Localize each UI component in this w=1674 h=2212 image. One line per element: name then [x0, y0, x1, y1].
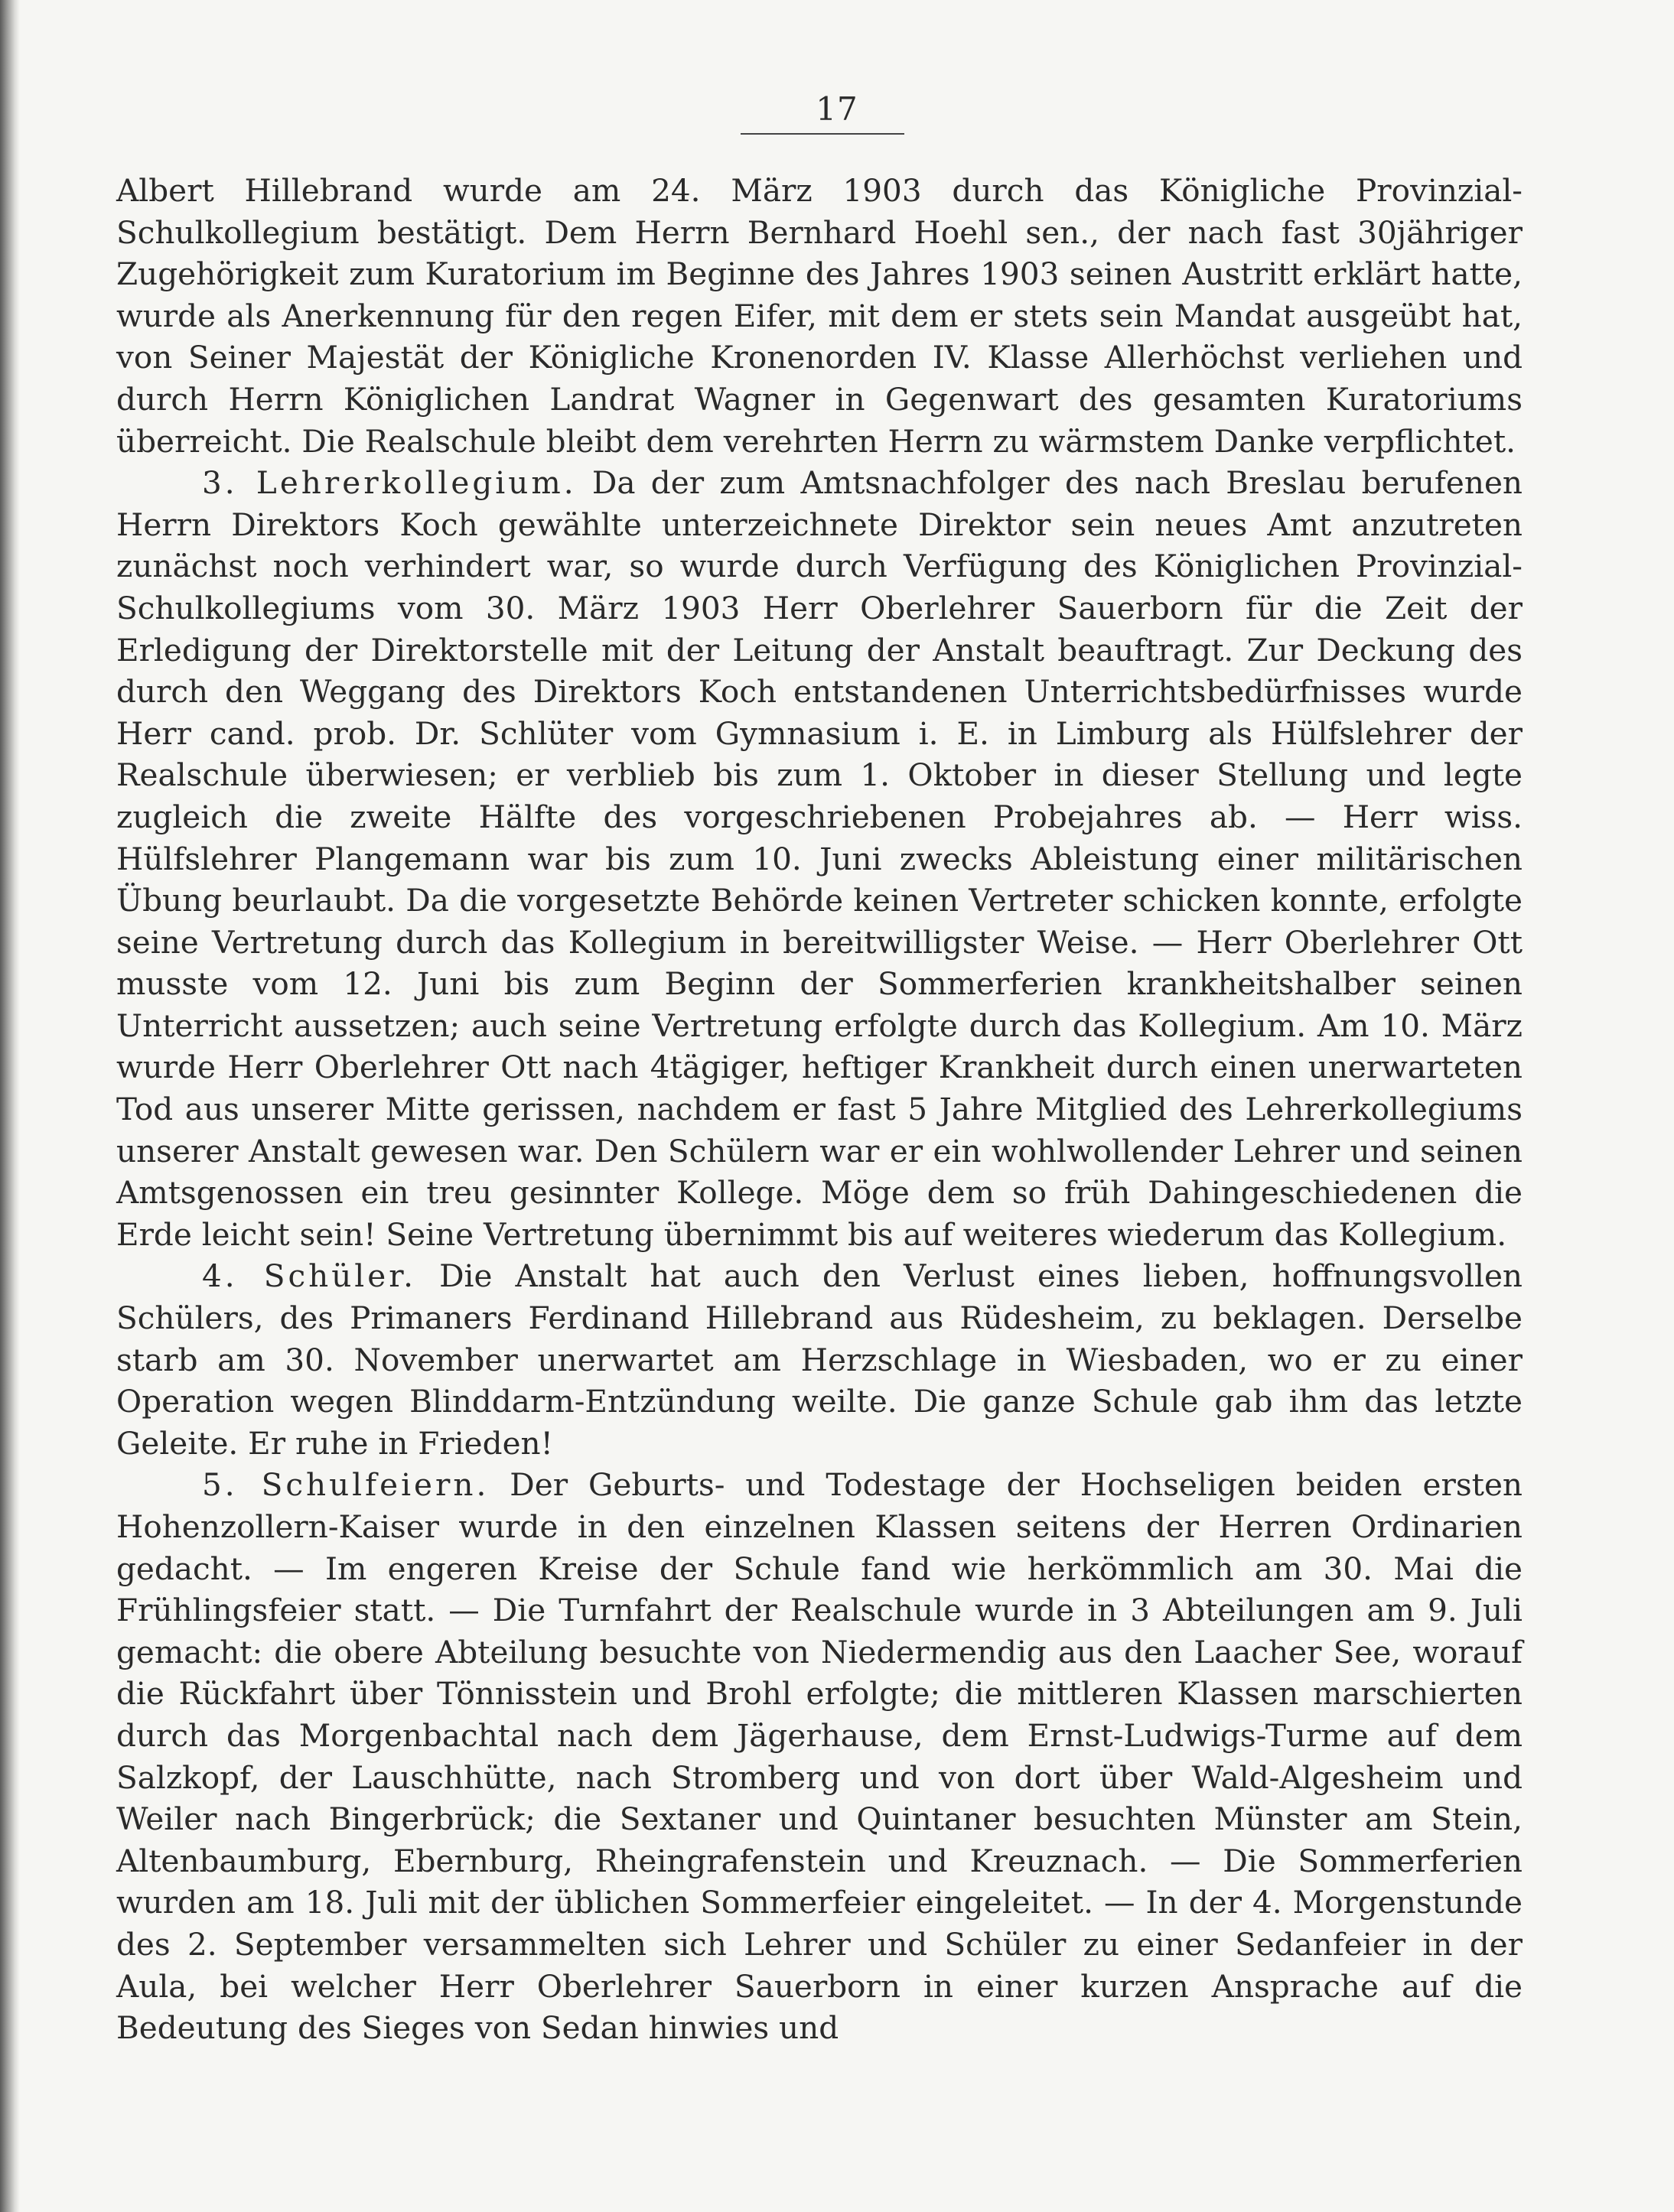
section-heading: 3. Lehrerkollegium. [202, 464, 577, 502]
page-binding-shadow [0, 0, 20, 2212]
section-heading: 4. Schüler. [202, 1257, 416, 1295]
page-number-rule [741, 133, 904, 135]
section-heading: 5. Schulfeiern. [202, 1466, 490, 1504]
paragraph-text: Albert Hillebrand wurde am 24. März 1903 durch das Königliche Provinzial-Schulkollegium bestätigt. Dem Herrn Bernhard Hoehl sen., der nach fast 30jähriger Zugehörigkeit zum Kuratorium im Beginne des Jahres 1903 seinen Austritt erklärt hatte, wurde als Anerkennung für den regen Eifer, mit dem er stets sein Mandat ausgeübt hat, von Seiner Majestät der Königliche Kronenorden IV. Klasse Allerhöchst verliehen und durch Herrn Königlichen Landrat Wagner in Gegenwart des gesamten Kuratoriums überreicht. Die Realschule bleibt dem verehrten Herrn zu wärmstem Danke verpflichtet. [116, 172, 1523, 460]
paragraph-lehrerkollegium [116, 462, 1523, 1255]
page-number: 17 [816, 90, 858, 128]
paragraph-text: Die Anstalt hat auch den Verlust eines lieben, hoffnungsvollen Schülers, des Primaners Ferdinand Hillebrand aus Rüdesheim, zu beklagen. Derselbe starb am 30. November unerwartet am Herzschlage in Wiesbaden, wo er zu einer Operation wegen Blinddarm-Entzündung weilte. Die ganze Schule gab ihm das letzte Geleite. Er ruhe in Frieden! [116, 1257, 1523, 1462]
paragraph-schulfeiern [116, 1464, 1523, 2048]
paragraph-text: Der Geburts- und Todestage der Hochseligen beiden ersten Hohenzollern-Kaiser wurde in den einzelnen Klassen seitens der Herren Ordinarien gedacht. — Im engeren Kreise der Schule fand wie herkömmlich am 30. Mai die Frühlingsfeier statt. — Die Turnfahrt der Realschule wurde in 3 Abteilungen am 9. Juli gemacht: die obere Abteilung besuchte von Niedermendig aus den Laacher See, worauf die Rückfahrt über Tönnisstein und Brohl erfolgte; die mittleren Klassen marschierten durch das Morgenbachtal nach dem Jägerhause, dem Ernst-Ludwigs-Turme auf dem Salzkopf, der Lauschhütte, nach Stromberg und von dort über Wald-Algesheim und Weiler nach Bingerbrück; die Sextaner und Quintaner besuchten Münster am Stein, Altenbaumburg, Ebernburg, Rheingrafenstein und Kreuznach. — Die Sommerferien wurden am 18. Juli mit der üblichen Sommerfeier eingeleitet. — In der 4. Morgenstunde des 2. September versammelten sich Lehrer und Schüler zu einer Sedanfeier in der Aula, bei welcher Herr Oberlehrer Sauerborn in einer kurzen Ansprache auf die Bedeutung des Sieges von Sedan hinwies und [116, 1466, 1523, 2047]
document-body [116, 170, 1523, 2049]
paragraph-schueler [116, 1255, 1523, 1464]
paragraph-kuratorium [116, 170, 1523, 462]
paragraph-text: Da der zum Amtsnachfolger des nach Breslau berufenen Herrn Direktors Koch gewählte unterzeichnete Direktor sein neues Amt anzutreten zunächst noch verhindert war, so wurde durch Verfügung des Königlichen Provinzial-Schulkollegiums vom 30. März 1903 Herr Oberlehrer Sauerborn für die Zeit der Erledigung der Direktorstelle mit der Leitung der Anstalt beauftragt. Zur Deckung des durch den Weggang des Direktors Koch entstandenen Unterrichtsbedürfnisses wurde Herr cand. prob. Dr. Schlüter vom Gymnasium i. E. in Limburg als Hülfslehrer der Realschule überwiesen; er verblieb bis zum 1. Oktober in dieser Stellung und legte zugleich die zweite Hälfte des vorgeschriebenen Probejahres ab. — Herr wiss. Hülfslehrer Plangemann war bis zum 10. Juni zwecks Ableistung einer militärischen Übung beurlaubt. Da die vorgesetzte Behörde keinen Vertreter schicken konnte, erfolgte seine Vertretung durch das Kollegium in bereitwilligster Weise. — Herr Oberlehrer Ott musste vom 12. Juni bis zum Beginn der Sommerferien krankheitshalber seinen Unterricht aussetzen; auch seine Vertretung erfolgte durch das Kollegium. Am 10. März wurde Herr Oberlehrer Ott nach 4tägiger, heftiger Krankheit durch einen unerwarteten Tod aus unserer Mitte gerissen, nachdem er fast 5 Jahre Mitglied des Lehrerkollegiums unserer Anstalt gewesen war. Den Schülern war er ein wohlwollender Lehrer und seinen Amtsgenossen ein treu gesinnter Kollege. Möge dem so früh Dahingeschiedenen die Erde leicht sein! Seine Vertretung übernimmt bis auf weiteres wiederum das Kollegium. [116, 464, 1523, 1253]
